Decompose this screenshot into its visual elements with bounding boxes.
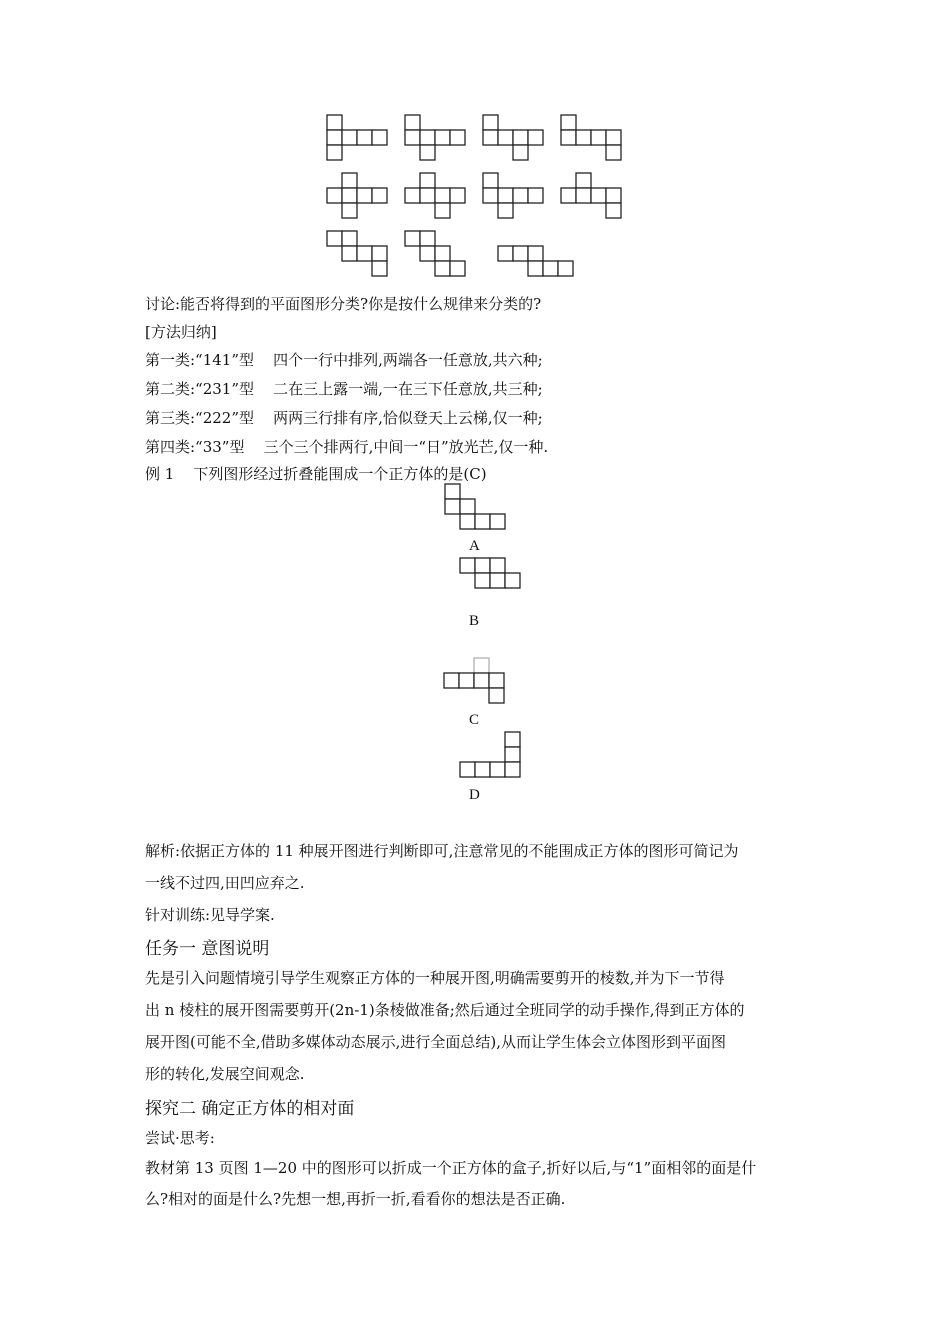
category-name: 第四类:“33”型: [145, 438, 245, 456]
category-row: [145, 349, 543, 370]
cube-net-5: [326, 172, 390, 220]
cube-net-9: [326, 230, 390, 278]
analysis-line-1: 解析:依据正方体的 11 种展开图进行判断即可,注意常见的不能围成正方体的图形可简记为: [145, 842, 739, 860]
cube-net-8: [560, 172, 624, 220]
category-row: [145, 436, 548, 457]
cube-net-3: [482, 114, 546, 162]
task1-line: 先是引入问题情境引导学生观察正方体的一种展开图,明确需要剪开的棱数,并为下一节得: [145, 969, 725, 987]
task1-line: 形的转化,发展空间观念.: [145, 1065, 305, 1083]
category-name: 第三类:“222”型: [145, 409, 255, 427]
task1-title: 任务一 意图说明: [145, 939, 270, 959]
option-b-label: B: [469, 613, 480, 629]
option-c-net: [443, 657, 507, 705]
category-name: 第二类:“231”型: [145, 380, 255, 398]
example-question-text: 下列图形经过折叠能围成一个正方体的是(C): [193, 465, 487, 483]
category-desc: 二在三上露一端,一在三下任意放,共三种;: [273, 380, 543, 398]
option-a-net: [444, 483, 508, 531]
explore2-title: 探究二 确定正方体的相对面: [145, 1099, 355, 1119]
discussion-text: 讨论:能否将得到的平面图形分类?你是按什么规律来分类的?: [145, 295, 542, 313]
cube-net-10: [404, 230, 468, 278]
category-name: 第一类:“141”型: [145, 351, 255, 369]
cube-net-7: [482, 172, 546, 220]
explore2-line: 么?相对的面是什么?先想一想,再折一折,看看你的想法是否正确.: [145, 1190, 566, 1208]
option-d-net: [459, 731, 523, 779]
cube-net-1: [326, 114, 390, 162]
explore2-line: 教材第 13 页图 1—20 中的图形可以折成一个正方体的盒子,折好以后,与“1”面相邻的面是什: [145, 1159, 757, 1177]
option-d-label: D: [469, 787, 480, 803]
cube-net-11: [497, 245, 577, 278]
category-desc: 两两三行排有序,恰似登天上云梯,仅一种;: [273, 409, 543, 427]
example-question: [145, 463, 487, 484]
option-b-net: [459, 557, 523, 590]
option-a-label: A: [469, 538, 480, 554]
cube-net-6: [404, 172, 468, 220]
category-row: [145, 378, 543, 399]
training-text: 针对训练:见导学案.: [145, 906, 275, 924]
option-c-label: C: [469, 712, 480, 728]
explore2-subtitle: 尝试·思考:: [145, 1129, 215, 1147]
task1-line: 出 n 棱柱的展开图需要剪开(2n-1)条棱做准备;然后通过全班同学的动手操作,得到正方体的: [145, 1001, 745, 1019]
category-desc: 三个三个排两行,中间一“日”放光芒,仅一种.: [263, 438, 549, 456]
cube-net-2: [404, 114, 468, 162]
category-desc: 四个一行中排列,两端各一任意放,共六种;: [273, 351, 543, 369]
cube-net-4: [560, 114, 624, 162]
analysis-line-2: 一线不过四,田凹应弃之.: [145, 874, 305, 892]
example-label: 例 1: [145, 465, 175, 483]
task1-line: 展开图(可能不全,借助多媒体动态展示,进行全面总结),从而让学生体会立体图形到平面图: [145, 1033, 727, 1051]
method-title: [方法归纳]: [145, 323, 217, 341]
category-row: [145, 407, 543, 428]
